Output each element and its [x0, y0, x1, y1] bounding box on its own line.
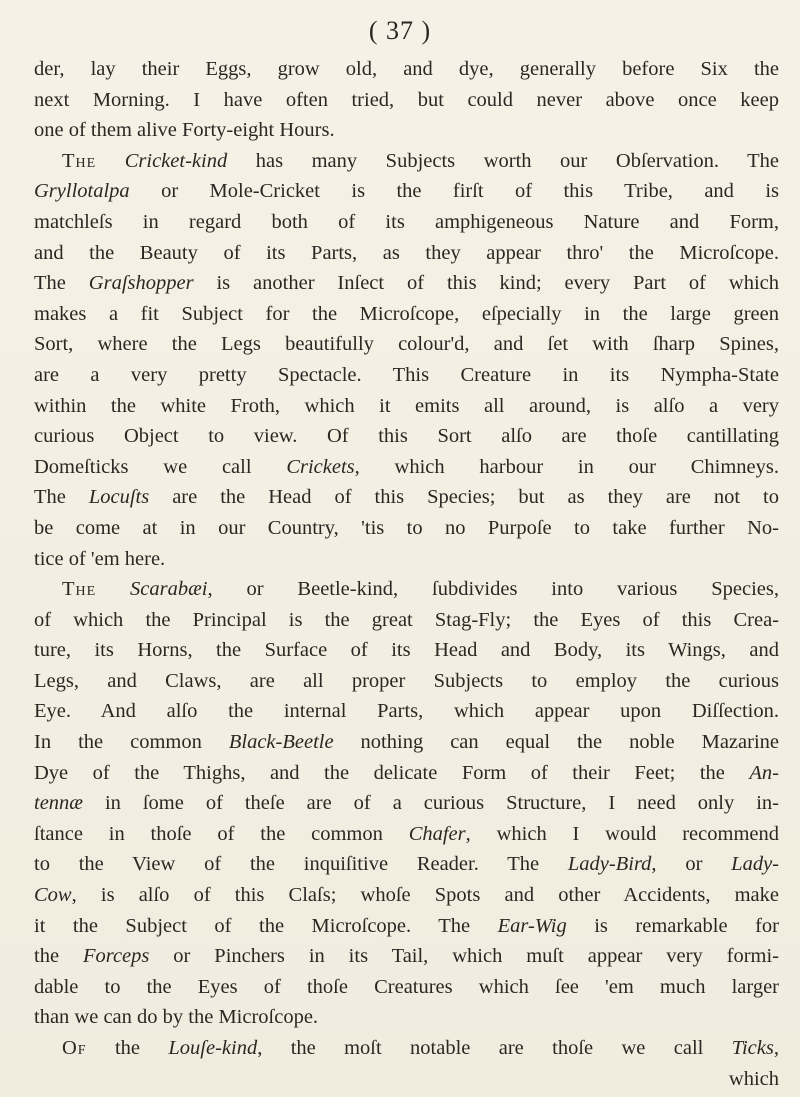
body-text — [34, 54, 779, 1094]
text-line — [34, 207, 779, 238]
italic-term: Gryllotalpa — [34, 180, 130, 203]
text-line — [34, 1064, 779, 1095]
small-caps-word: The — [62, 149, 97, 172]
text-run: , which harbour in our Chimneys. — [354, 455, 779, 478]
small-caps-word: The — [62, 578, 97, 601]
text-run: in ſome of theſe are of a curious Structure, I need only in- — [82, 792, 779, 815]
text-line — [34, 605, 779, 636]
text-run: is remarkable for — [566, 914, 779, 937]
text-line — [34, 360, 779, 391]
text-run: within the white Froth, which it emits all around, is alſo a very — [34, 394, 779, 417]
text-line — [34, 1002, 779, 1033]
text-run: which — [728, 1067, 779, 1090]
italic-term: Cricket-kind — [124, 149, 228, 172]
italic-term: Chafer — [408, 822, 466, 845]
text-run: are a very pretty Spectacle. This Creature in its Nympha-State — [34, 363, 779, 386]
text-run: be come at in our Country, 'tis to no Purpoſe to take further No- — [34, 516, 779, 539]
text-line — [34, 880, 779, 911]
italic-term: Cow — [34, 884, 72, 907]
italic-term: An- — [749, 761, 779, 784]
italic-term: Locuſts — [88, 486, 150, 509]
text-line — [34, 176, 779, 207]
text-run: or Mole-Cricket is the firſt of this Tribe, and is — [129, 180, 779, 203]
italic-term: Ticks — [731, 1037, 774, 1059]
text-line — [34, 452, 779, 483]
text-run: Domeſticks we call — [34, 455, 287, 478]
text-run: ture, its Horns, the Surface of its Head and Body, its Wings, and — [34, 639, 779, 662]
text-run — [96, 578, 130, 600]
page-number: ( 37 ) — [368, 16, 432, 45]
text-line — [34, 299, 779, 330]
text-run: makes a fit Subject for the Microſcope, eſpecially in the large green — [34, 302, 779, 325]
text-line — [34, 146, 779, 177]
text-run: are the Head of this Species; but as they are not to — [149, 486, 779, 509]
text-run: , — [773, 1037, 779, 1059]
text-run: The — [34, 486, 89, 509]
text-run: Legs, and Claws, are all proper Subjects to employ the curious — [34, 669, 779, 692]
text-line — [34, 972, 779, 1003]
text-line — [34, 849, 779, 880]
text-line — [34, 544, 779, 575]
text-line — [34, 788, 779, 819]
italic-term: Ear-Wig — [497, 914, 567, 937]
italic-term: Scarabæi — [130, 578, 208, 601]
text-run: matchleſs in regard both of its amphigeneous Nature and Form, — [34, 210, 779, 233]
text-run: the — [34, 945, 83, 968]
text-run: In the common — [34, 731, 229, 754]
text-line — [34, 513, 779, 544]
text-run: tice of 'em here. — [34, 547, 166, 570]
text-run: , or — [651, 853, 732, 876]
text-line — [34, 115, 779, 146]
text-run: ſtance in thoſe of the common — [34, 822, 409, 845]
text-run: , is alſo of this Claſs; whoſe Spots and other Accidents, make — [71, 884, 779, 907]
text-run: nothing can equal the noble Mazarine — [333, 731, 779, 754]
text-line — [34, 635, 779, 666]
italic-term: Forceps — [82, 945, 150, 968]
text-run: or Pinchers in its Tail, which muſt appear very formi- — [149, 945, 779, 968]
text-run: , which I would recommend — [465, 822, 779, 845]
text-line — [34, 727, 779, 758]
italic-term: Black-Beetle — [228, 731, 334, 754]
text-run: der, lay their Eggs, grow old, and dye, generally before Six the — [34, 58, 779, 80]
text-run: is another Inſect of this kind; every Part of which — [193, 272, 779, 295]
italic-term: Lady- — [731, 853, 779, 876]
text-run: The — [34, 272, 89, 295]
text-line — [34, 482, 779, 513]
text-run: one of them alive Forty-eight Hours. — [34, 119, 335, 142]
text-run: Eye. And alſo the internal Parts, which appear upon Diſſection. — [34, 700, 779, 723]
text-run: to the View of the inquiſitive Reader. The — [34, 853, 568, 876]
text-line — [34, 238, 779, 269]
text-run: has many Subjects worth our Obſervation. The — [227, 149, 779, 172]
text-run: it the Subject of the Microſcope. The — [34, 914, 498, 937]
text-line — [34, 421, 779, 452]
text-line — [34, 329, 779, 360]
small-caps-word: Of — [62, 1037, 87, 1059]
italic-term: Louſe-kind — [168, 1037, 258, 1059]
text-line — [34, 666, 779, 697]
text-line — [34, 268, 779, 299]
italic-term: Crickets — [286, 455, 355, 478]
text-run: next Morning. I have often tried, but could never above once keep — [34, 88, 779, 111]
text-run: Sort, where the Legs beautifully colour'd, and ſet with ſharp Spines, — [34, 333, 779, 356]
text-line — [34, 941, 779, 972]
text-run: curious Object to view. Of this Sort alſo are thoſe cantillating — [34, 425, 779, 448]
text-run: the — [86, 1037, 169, 1059]
text-line — [34, 758, 779, 789]
text-line — [34, 391, 779, 422]
text-run — [96, 150, 125, 172]
italic-term: Graſshopper — [88, 272, 194, 295]
italic-term: Lady-Bird — [567, 853, 652, 876]
italic-term: tennæ — [34, 792, 83, 815]
text-run: Dye of the Thighs, and the delicate Form of their Feet; the — [34, 761, 750, 784]
text-run: than we can do by the Microſcope. — [34, 1006, 319, 1029]
text-line — [34, 911, 779, 942]
text-line — [34, 574, 779, 605]
text-line — [34, 819, 779, 850]
text-run: and the Beauty of its Parts, as they appear thro' the Microſcope. — [34, 241, 779, 264]
text-run: , the moſt notable are thoſe we call — [257, 1037, 732, 1059]
text-run: , or Beetle-kind, ſubdivides into various Species, — [207, 578, 780, 601]
text-line — [34, 54, 779, 85]
text-line — [34, 1033, 779, 1064]
text-line — [34, 85, 779, 116]
text-line — [34, 696, 779, 727]
text-run: dable to the Eyes of thoſe Creatures which ſee 'em much larger — [34, 975, 779, 998]
text-run: of which the Principal is the great Stag-Fly; the Eyes of this Crea- — [34, 608, 779, 631]
